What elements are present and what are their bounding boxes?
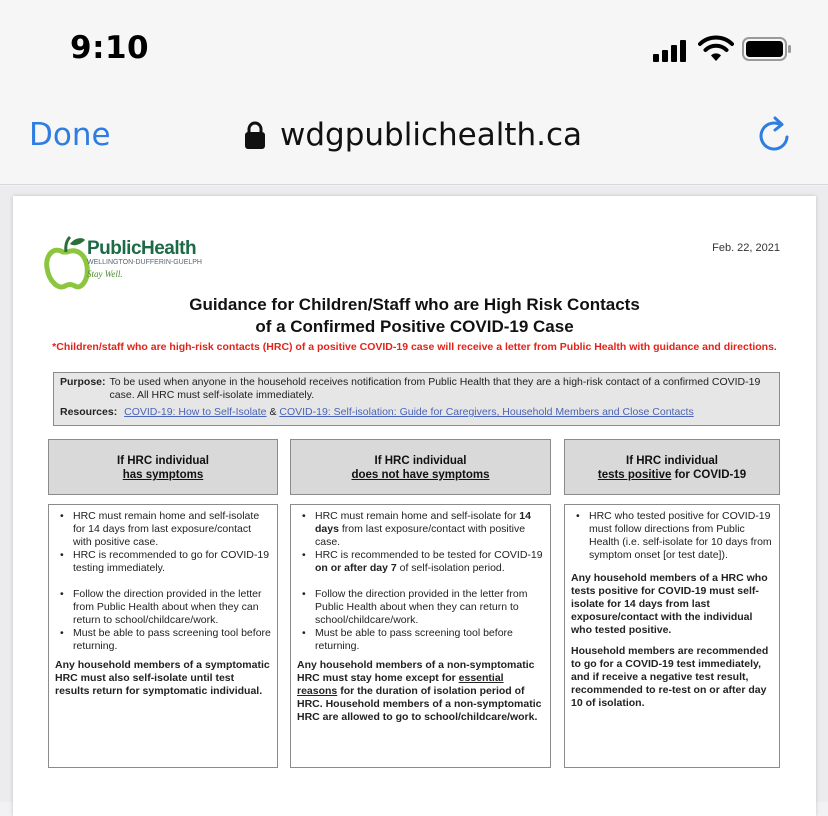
text: HRC is recommended to be tested for COVID-19 [315,549,543,561]
reload-icon[interactable] [755,115,795,155]
list-item: • HRC who tested positive for COVID-19 must follow directions from Public Health (i.e. self-isolate for 10 days from symptom onset [or test date]). [571,510,773,562]
list-item [297,549,544,575]
address-bar[interactable] [244,115,582,155]
header-line: If HRC individual [374,455,467,467]
text: of self-isolation period. [399,562,505,574]
column-header-no-symptoms [290,439,551,495]
header-rest: for COVID-19 [674,469,747,481]
logo-text: PublicHealth [87,238,197,259]
text-bold: 14 days [315,510,531,535]
lock-icon [244,120,266,150]
household-note: Any household members of a HRC who tests positive for COVID-19 must self-isolate for 14 days from last exposure/contact with the individual who tested positive. [571,572,768,636]
document-page [13,196,816,816]
document-title [13,294,816,338]
purpose-box [53,372,780,426]
list-item: • Follow the direction provided in the letter from Public Health about when they can return to school/childcare/work. [55,588,271,627]
purpose-text: To be used when anyone in the household receives notification from Public Health that they are a high-risk contact of a confirmed COVID-19 case. All HRC must self-isolate immediately. [109,376,761,401]
header-underlined: does not have symptoms [351,469,490,481]
browser-nav-bar [0,95,828,185]
done-button[interactable]: Done [29,117,111,153]
cellular-signal-icon [653,38,691,62]
column-header-tests-positive [564,439,780,495]
list-item [297,510,544,549]
header-line: If HRC individual [626,455,718,467]
list-item: • HRC must remain home and self-isolate for 14 days from last exposure/contact with positive case. [55,510,271,549]
document-date: Feb. 22, 2021 [712,242,780,254]
header-line: If HRC individual [117,455,209,467]
resources-label: Resources: [60,406,118,418]
wifi-icon [698,35,734,63]
warning-notice: *Children/staff who are high-risk contacts (HRC) of a positive COVID-19 case will receive a letter from Public Health with guidance and directions. [52,341,777,353]
logo-tagline: Stay Well. [87,269,123,279]
column-header-has-symptoms [48,439,278,495]
title-line-1: Guidance for Children/Staff who are High Risk Contacts [189,295,640,314]
purpose-label: Purpose: [60,376,106,388]
resource-link-self-isolate[interactable]: COVID-19: How to Self-Isolate [124,406,267,418]
household-test-note: Household members are recommended to go for a COVID-19 test immediately, and if receive a negative test result, recommended to re-test on or after day 10 of isolation. [571,645,769,709]
text-underlined: essential reasons [297,672,504,697]
text: from last exposure/contact with positive case. [315,523,526,548]
battery-icon [742,37,792,61]
document-viewport[interactable] [0,186,828,802]
household-note [297,659,544,724]
url-text: wdgpublichealth.ca [280,117,583,153]
list-item: • Follow the direction provided in the letter from Public Health about when they can return to school/childcare/work. [297,588,544,627]
resource-separator: & [269,406,277,418]
column-has-symptoms [48,504,278,768]
status-time: 9:10 [70,30,150,66]
column-tests-positive [564,504,780,768]
resource-link-caregivers-guide[interactable]: COVID-19: Self-isolation: Guide for Caregivers, Household Members and Close Contacts [279,406,694,418]
logo-subtitle: WELLINGTON-DUFFERIN-GUELPH [87,259,202,266]
title-line-2: of a Confirmed Positive COVID-19 Case [255,317,574,336]
status-bar [0,0,828,95]
text: for the duration of isolation period of HRC. Household members of a non-symptomatic HRC are allowed to go to school/childcare/work. [297,685,542,723]
list-item: • HRC is recommended to go for COVID-19 testing immediately. [55,549,271,575]
list-item: • Must be able to pass screening tool before returning. [55,627,271,653]
header-underlined: has symptoms [122,469,204,481]
household-note: Any household members of a symptomatic HRC must also self-isolate until test results return for symptomatic individual. [55,659,270,697]
text: HRC must remain home and self-isolate for [315,510,517,522]
list-item: • Must be able to pass screening tool before returning. [297,627,544,653]
text: Any household members of a non-symptomatic HRC must stay home except for [297,659,535,684]
text-bold: on or after day 7 [315,562,397,574]
header-underlined: tests positive [597,469,672,481]
column-no-symptoms [290,504,551,768]
